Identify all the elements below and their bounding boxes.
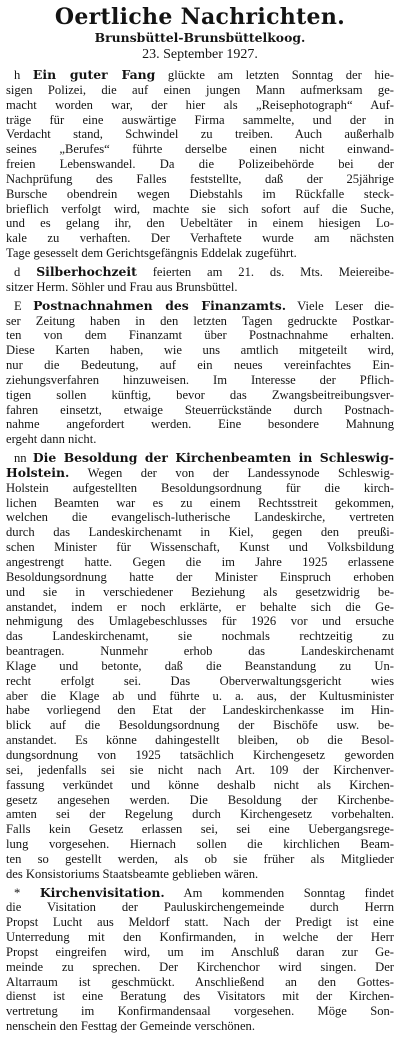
article-line: brieflich verfolgt wird, machte sie sich sofort auf die Suche, [6,201,394,216]
news-article [6,265,394,295]
article-line: habe vorliegend den Etat der Landeskirchenkasse im Hin- [6,703,394,718]
dateline: 23. September 1927. [142,47,258,62]
article-lead: Ein guter Fang [32,67,156,82]
article-text: Wegen der von der Landessynode Schleswig- [69,465,394,480]
article-first-line [6,886,394,901]
articles-column [6,68,394,1034]
article-line: Besoldungsordnung hatte der Minister Einspruch erhoben [6,569,394,584]
article-line: Unterredung mit den Konfirmanden, in welche der Herr [6,930,394,945]
section-subtitle: Brunsbüttel-Brunsbüttelkoog. [94,30,306,45]
article-line: träge für eine auswärtige Firma sammelte, und der in [6,112,394,127]
article-line: amten sei der Regelung durch Kirchengesetz vorbehalten. [6,807,394,822]
article-line: beantragen. Nunmehr erhob das Landeskirchenamt [6,644,394,659]
news-article [6,299,394,447]
article-line: gesetz angesehen werden. Die Besoldung der Kirchenbe- [6,792,394,807]
article-line: nur die Bedeutung, auf ein neues vereinfachtes Ein- [6,358,394,373]
article-line: fahren einsetzt, etwaige Steuerrückstände durch Postnach- [6,402,394,417]
article-line: ten so gestellt werden, als ob sie früher als Mitglieder [6,851,394,866]
article-text: glückte am letzten Sonntag der hie- [155,68,394,82]
article-marker: * [14,885,40,900]
article-line: ergeht dann nicht. [6,432,97,447]
article-line: anstandet. Es könne dahingestellt bleiben, ob die Besol- [6,733,394,748]
article-line: freien Lebenswandel. Da die Polizeibehörde bei der [6,157,394,172]
article-line: macht worden war, der hier als „Reisephotograph“ Auf- [6,97,394,112]
article-line: Propst Lucht aus Meldorf statt. Nach der Predigt ist eine [6,915,394,930]
article-line: tigen sollen künftig, bevor das Zwangsbeitreibungsver- [6,387,394,402]
article-line: Propst eingreifen wird, um im Anschluß daran zur Ge- [6,944,394,959]
article-line: ziehungsverfahren hinzuweisen. Im Interesse der Pflich- [6,372,394,387]
article-lead-continued: Holstein. [6,464,70,480]
article-lead: Postnachnahmen des Finanzamts. [33,297,287,313]
article-marker: h [14,68,33,82]
news-article [6,886,394,1034]
article-text: Viele Leser die- [286,298,395,313]
article-line: sitzer Herm. Söhler und Frau aus Brunsbüttel. [6,279,238,294]
article-line: seines „Berufes“ führte derselbe einen nicht einwand- [6,142,394,157]
article-line: fassung verkündet und könne deshalb nicht als Kirchen- [6,777,394,792]
article-line: nehmigung des Umlagebeschlusses für 1926 vor und ersuche [6,614,394,629]
article-text: feierten am 21. ds. Mts. Meiereibe- [136,264,394,279]
article-line: aber die Klage ab und führte u. a. aus, der Kultusminister [6,688,394,703]
article-line: das Landeskirchenamt, sie nochmals rechtzeitig zu [6,629,394,644]
article-line: lichen Beamten war es zu einem Rechtsstreit gekommen, [6,495,394,510]
article-marker: d [14,264,37,279]
news-article [6,68,394,261]
article-line: vertretung im Konfirmandensaal vorgesehen. Möge Son- [6,1004,394,1019]
article-marker: nn [14,451,33,466]
article-line: schen Minister für Wissenschaft, Kunst und Volksbildung [6,540,394,555]
article-line: und sie in verschiedener Beziehung als gesetzwidrig be- [6,584,394,599]
article-line: Klage und betonte, daß die Beanstandung zu Un- [6,658,394,673]
article-line: recht erfolgt sei. Das Oberverwaltungsgericht wies [6,673,394,688]
article-line [6,466,394,481]
article-line: durch das Landeskirchenamt in Kiel, gegen den preußi- [6,525,394,540]
article-line: ser Zeitung haben in den letzten Tagen gedruckte Postkar- [6,313,394,328]
article-line: Nachprüfung des Falles feststellte, daß der 25jährige [6,171,394,186]
article-line: blick auf die Besoldungsordnung der Bischöfe usw. be- [6,718,394,733]
article-first-line [6,68,394,83]
page-title: Oertliche Nachrichten. [54,4,346,30]
article-line: Falls kein Gesetz erlassen sei, sei eine Uebergangsrege- [6,822,394,837]
article-lead: Kirchenvisitation. [39,884,165,900]
article-line: anstandet, indem er noch erklärte, er behalte sich die Ge- [6,599,394,614]
article-line: sigen Polizei, die auf einen jungen Mann aufmerksam ge- [6,82,394,97]
article-text: Am kommenden Sonntag findet [164,885,394,900]
article-first-line [6,299,394,314]
article-first-line [6,451,394,466]
article-line: dungsordnung von 1925 tatsächlich Kirchengesetz geworden [6,747,394,762]
article-line: meinde zu sprechen. Der Kirchenchor wird singen. Der [6,959,394,974]
article-line: angestrengt hatte. Gegen die im Jahre 1925 erlassene [6,555,394,569]
article-line: Diese Karten haben, wie uns amtlich mitgeteilt wird, [6,343,394,358]
article-line: welchen die evangelisch-lutherische Landeskirche, vertreten [6,510,394,525]
article-line: die Visitation der Pauluskirchengemeinde durch Herrn [6,900,394,915]
article-line: und es gelang ihr, den Uebeltäter in einem hiesigen Lo- [6,216,394,231]
article-lead: Die Besoldung der Kirchenbeamten in Schleswig- [32,450,395,466]
article-line: Holstein aufgestellten Besoldungsordnung für die kirch- [6,480,394,495]
article-line: dienst ist eine Beratung des Visitators mit der Kirchen- [6,989,394,1004]
article-line: lung vorgesehen. Hiernach sollen die kirchlichen Beam- [6,837,394,852]
article-line: Tage gesesselt dem Gerichtsgefängnis Eddelak zugeführt. [6,246,297,261]
article-first-line [6,265,394,280]
article-lead: Silberhochzeit [36,263,137,279]
article-line: sei, jedenfalls sei sie nicht nach Art. 109 der Kirchenver- [6,762,394,777]
article-line: des Konsistoriums Staatsbeamte geblieben wären. [6,866,259,881]
article-line: Altarraum ist geschmückt. Anschließend an den Gottes- [6,974,394,989]
article-marker: E [14,298,34,313]
news-article [6,451,394,881]
article-line: ten von dem Finanzamt über Postnachnahme erhalten. [6,328,394,343]
article-line: kale zu verhaften. Der Verhaftete wurde am nächsten [6,231,394,246]
article-line: nenschein den Festtag der Gemeinde verschönen. [6,1019,255,1034]
article-line: nahme angefordert werden. Eine besondere Mahnung [6,417,394,432]
article-line: Verdacht stand, Schwindel zu treiben. Auch außerhalb [6,127,394,142]
article-line: Bursche obendrein wegen Diebstahls im Rückfalle steck- [6,186,394,201]
